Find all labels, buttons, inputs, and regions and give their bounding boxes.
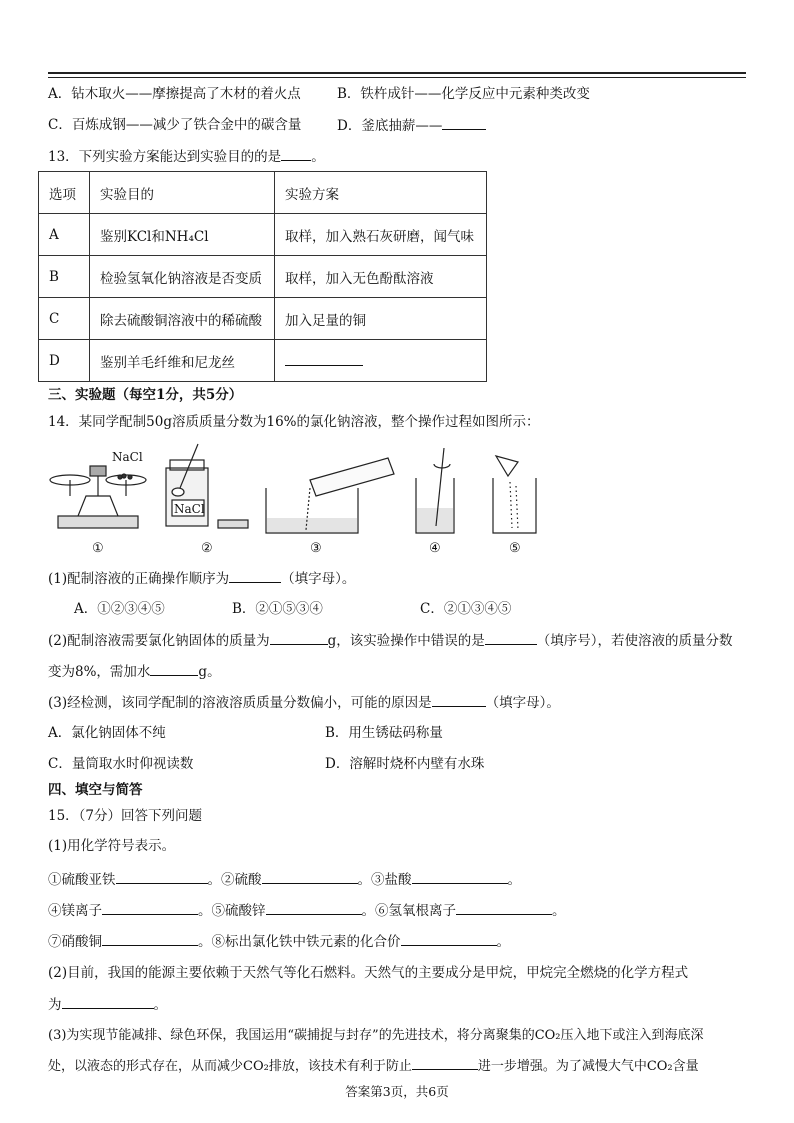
- answer-blank: [285, 351, 363, 366]
- q15-part-3-cont: 处，以液态的形式存在，从而减少CO₂排放，该技术有利于防止 进一步增强。为了减慢大气中CO₂含量: [48, 1055, 699, 1077]
- q12-option-c: C．百炼成钢——减少了铁合金中的碳含量: [48, 117, 302, 133]
- step-number: ②: [201, 541, 213, 556]
- answer-blank: [266, 900, 362, 915]
- q14-stem: 14．某同学配制50g溶质质量分数为16%的氯化钠溶液，整个操作过程如图所示：: [48, 414, 540, 430]
- lab-procedure-figure: [38, 438, 558, 558]
- step-number: ③: [310, 541, 322, 556]
- q14-p3-option-a: A．氯化钠固体不纯: [48, 725, 166, 741]
- answer-blank: [116, 869, 208, 884]
- answer-blank: [62, 994, 154, 1009]
- answer-blank: [432, 692, 486, 707]
- table-row: [39, 214, 487, 256]
- table-header: 实验目的: [90, 172, 275, 214]
- q15-row-1: ①硫酸亚铁 。②硫酸 。③盐酸 。: [48, 869, 521, 890]
- q15-part-1: (1)用化学符号表示。: [48, 838, 176, 854]
- figure-label-nacl: NaCl: [174, 502, 205, 516]
- table-cell: 取样，加入熟石灰研磨，闻气味: [275, 214, 487, 256]
- table-cell: 鉴别KCl和NH₄Cl: [90, 214, 275, 256]
- step-number: ⑤: [509, 541, 521, 556]
- table-cell: 除去硫酸铜溶液中的稀硫酸: [90, 298, 275, 340]
- q15-part-3: (3)为实现节能减排、绿色环保，我国运用“碳捕捉与封存”的先进技术，将分离聚集的CO₂压入地下或注入到海底深: [48, 1028, 704, 1043]
- table-cell: A: [39, 214, 90, 256]
- q12-option-a: A．钻木取火——摩擦提高了木材的着火点: [48, 86, 301, 102]
- q14-p3-option-d: D．溶解时烧杯内壁有水珠: [325, 756, 485, 772]
- q12-option-b: B．铁杵成针——化学反应中元素种类改变: [337, 86, 590, 102]
- answer-blank: [412, 869, 508, 884]
- table-row: [39, 298, 487, 340]
- table-cell: 加入足量的铜: [275, 298, 487, 340]
- answer-blank: [442, 115, 486, 130]
- step-number: ④: [429, 541, 441, 556]
- table-cell: [275, 340, 487, 382]
- q15-row-2: ④镁离子 。⑤硫酸锌 。⑥氢氧根离子 。: [48, 900, 566, 921]
- q14-part-3: (3)经检测，该同学配制的溶液溶质质量分数偏小，可能的原因是 （填字母）。: [48, 692, 560, 713]
- q14-part-2-cont: 变为8%，需加水 g。: [48, 661, 221, 682]
- step-number: ①: [92, 541, 104, 556]
- q15-part-2: (2)目前，我国的能源主要依赖于天然气等化石燃料。天然气的主要成分是甲烷，甲烷完全燃烧的化学方程式: [48, 965, 689, 981]
- table-row: [39, 340, 487, 382]
- q13-table: [38, 171, 487, 382]
- q15-part-2-cont: 为 。: [48, 994, 167, 1015]
- table-cell: 取样，加入无色酚酞溶液: [275, 256, 487, 298]
- q14-part-2: (2)配制溶液需要氯化钠固体的质量为 g，该实验操作中错误的是 （填序号），若使溶液的质量分数: [48, 630, 733, 651]
- table-cell: 鉴别羊毛纤维和尼龙丝: [90, 340, 275, 382]
- table-cell: C: [39, 298, 90, 340]
- q14-p1-option-c: C．②①③④⑤: [420, 601, 512, 617]
- header-rule-thick: [48, 72, 746, 74]
- answer-blank: [102, 900, 198, 915]
- q15-stem: 15．（7分）回答下列问题: [48, 808, 203, 824]
- section-4-heading: 四、填空与简答: [48, 782, 143, 798]
- header-rule-thin: [48, 77, 746, 78]
- table-row: [39, 256, 487, 298]
- answer-blank: [229, 568, 281, 583]
- balance-icon: [50, 450, 146, 528]
- q14-p3-option-c: C．量筒取水时仰视读数: [48, 756, 194, 772]
- q14-p1-option-a: A．①②③④⑤: [74, 601, 165, 617]
- table-header: 选项: [39, 172, 90, 214]
- table-header: 实验方案: [275, 172, 487, 214]
- answer-blank: [150, 661, 198, 676]
- answer-blank: [401, 931, 497, 946]
- table-header-row: [39, 172, 487, 214]
- funnel-beaker-icon: [493, 456, 536, 533]
- pouring-cylinder-icon: [266, 458, 394, 533]
- answer-blank: [270, 630, 328, 645]
- q13-stem: 13．下列实验方案能达到实验目的的是 。: [48, 146, 325, 167]
- q15-row-3: ⑦硝酸铜 。⑧标出氯化铁中铁元素的化合价 。: [48, 931, 510, 952]
- q14-p1-option-b: B．②①⑤③④: [232, 601, 323, 617]
- q12-option-d: D．釜底抽薪——: [337, 115, 486, 136]
- q14-p3-option-b: B．用生锈砝码称量: [325, 725, 443, 741]
- answer-blank: [456, 900, 552, 915]
- table-cell: 检验氢氧化钠溶液是否变质: [90, 256, 275, 298]
- answer-blank: [262, 869, 358, 884]
- q14-part-1: (1)配制溶液的正确操作顺序为 （填字母）。: [48, 568, 355, 589]
- answer-blank: [102, 931, 198, 946]
- figure-label-nacl: NaCl: [112, 450, 143, 464]
- section-3-heading: 三、实验题（每空1分，共5分）: [48, 387, 243, 403]
- stirring-beaker-icon: [416, 448, 454, 533]
- page-footer: 答案第3页，共6页: [345, 1084, 449, 1099]
- table-cell: D: [39, 340, 90, 382]
- answer-blank: [485, 630, 537, 645]
- answer-blank: [412, 1055, 478, 1070]
- reagent-jar-icon: [166, 444, 248, 528]
- answer-blank: [281, 146, 311, 161]
- table-cell: B: [39, 256, 90, 298]
